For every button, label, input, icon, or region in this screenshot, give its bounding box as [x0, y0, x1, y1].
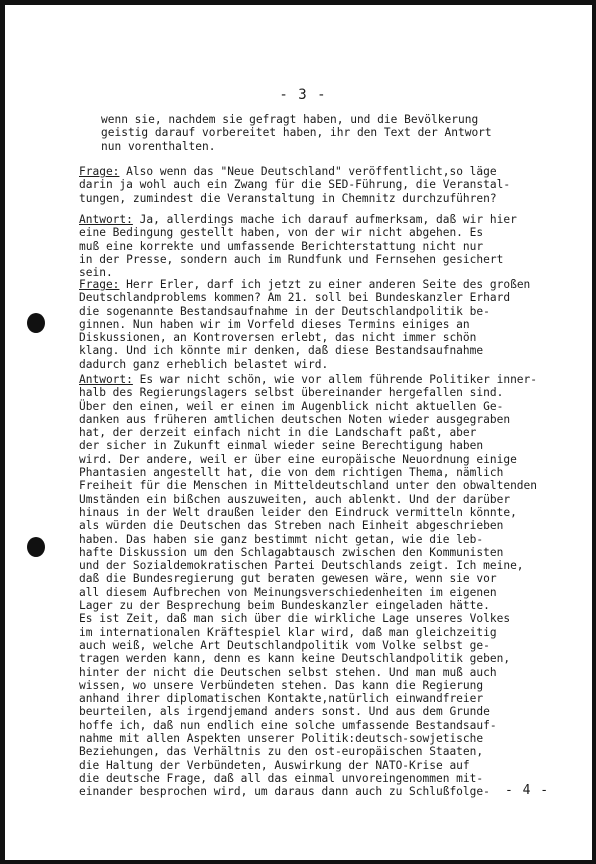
- text-line: im internationalen Kräftespiel klar wird, daß man gleichzeitig: [79, 625, 497, 639]
- text-line: Deutschlandproblems kommen? Am 21. soll bei Bundeskanzler Erhard: [79, 291, 511, 305]
- text-line: einander besprochen wird, um daraus dann auch zu Schlußfolge-: [79, 785, 490, 799]
- answer-1: [79, 213, 587, 279]
- text-line: sein.: [79, 266, 113, 280]
- text-line: Lager zu der Besprechung beim Bundeskanzler eingeladen hätte.: [79, 599, 490, 613]
- text-line: wird. Der andere, weil er über eine europäische Neuordnung einige: [79, 452, 517, 466]
- text-line: hinter der nicht die Deutschen selbst stehen. Und man muß auch: [79, 665, 497, 679]
- text-line: und der Sozialdemokratischen Partei Deutschlands zeigt. Ich meine,: [79, 559, 524, 573]
- text-line: Diskussionen, an Kontroversen erlebt, das nicht immer schön: [79, 331, 477, 345]
- text-line: anhand ihrer diplomatischen Kontakte,natürlich einwandfreier: [79, 692, 484, 706]
- text-line: Freiheit für die Menschen in Mitteldeutschland unter den obwaltenden: [79, 479, 538, 493]
- page-number: - 3 -: [279, 87, 327, 103]
- text-line: nahme mit allen Aspekten unserer Politik:deutsch-sowjetische: [79, 732, 484, 746]
- text-line: dadurch ganz erheblich belastet wird.: [79, 357, 329, 371]
- text-line: hoffe ich, daß nun endlich eine solche umfassende Bestandsauf-: [79, 718, 497, 732]
- text-line: die Haltung der Verbündeten, Auswirkung der NATO-Krise auf: [79, 758, 470, 772]
- text-line: klang. Und ich könnte mir denken, daß diese Bestandsaufnahme: [79, 344, 484, 358]
- text-line: halb des Regierungslagers selbst übereinander hergefallen sind.: [79, 386, 504, 400]
- text-line: danken aus früheren amtlichen deutschen Noten wieder ausgegraben: [79, 412, 511, 426]
- question-1: [79, 165, 587, 205]
- text-line: haben. Das haben sie ganz bestimmt nicht getan, wie die leb-: [79, 532, 484, 546]
- text-line: der sicher in Zukunft einmal wieder seine Berechtigung haben: [79, 439, 484, 453]
- text-line: muß eine korrekte und umfassende Berichterstattung nicht nur: [79, 239, 484, 253]
- intro-paragraph: [79, 113, 587, 153]
- text-line: die sogenannte Bestandsaufnahme in der Deutschlandpolitik be-: [79, 304, 490, 318]
- text-line: hinaus in der Welt draußen leider den Eindruck vermitteln könnte,: [79, 505, 517, 519]
- punch-hole-mark: [27, 313, 45, 333]
- text-line: Über den einen, weil er einen im Augenblick nicht aktuellen Ge-: [79, 399, 504, 413]
- text-line: wissen, wo unsere Verbündeten stehen. Das kann die Regierung: [79, 678, 484, 692]
- text-line: hat, der derzeit einfach nicht in die Landschaft paßt, aber: [79, 426, 477, 440]
- text-line: als würden die Deutschen das Streben nach Einheit abgeschrieben: [79, 519, 504, 533]
- text-line: tungen, zumindest die Veranstaltung in Chemnitz durchzuführen?: [79, 191, 497, 205]
- text-line: nun vorenthalten.: [101, 139, 216, 153]
- text-line: all diesem Aufbrechen von Meinungsverschiedenheiten im eigenen: [79, 585, 497, 599]
- text-line: darin ja wohl auch ein Zwang für die SED-Führung, die Veranstal-: [79, 178, 511, 192]
- text-line: Phantasien angestellt hat, die von dem richtigen Thema, nämlich: [79, 466, 504, 480]
- text-line: Antwort: Ja, allerdings mache ich darauf aufmerksam, daß wir hier: [79, 213, 517, 226]
- text-line: ginnen. Nun haben wir im Vorfeld dieses Termins einiges an: [79, 317, 470, 331]
- text-line: die deutsche Frage, daß all das einmal unvoreingenommen mit-: [79, 771, 484, 785]
- text-line: Frage: Also wenn das "Neue Deutschland" veröffentlicht,so läge: [79, 165, 497, 178]
- text-line: tragen werden kann, denn es kann keine Deutschlandpolitik geben,: [79, 652, 511, 666]
- text-line: Beziehungen, das Verhältnis zu den ost-europäischen Staaten,: [79, 745, 484, 759]
- continuation-page-number: - 4 -: [505, 783, 550, 798]
- answer-label: Antwort:: [79, 373, 133, 386]
- punch-hole-mark: [27, 537, 45, 557]
- text-line: Umständen ein bißchen auszuweiten, auch ablenkt. Und der darüber: [79, 492, 511, 506]
- question-label: Frage:: [79, 165, 120, 178]
- question-label: Frage:: [79, 278, 120, 291]
- text-line: Frage: Herr Erler, darf ich jetzt zu einer anderen Seite des großen: [79, 278, 531, 291]
- text-line: wenn sie, nachdem sie gefragt haben, und die Bevölkerung: [101, 113, 479, 126]
- question-2: [79, 278, 587, 371]
- text-line: geistig darauf vorbereitet haben, ihr den Text der Antwort: [101, 126, 492, 140]
- answer-2: [79, 373, 587, 799]
- answer-label: Antwort:: [79, 213, 133, 226]
- text-line: auch weiß, welche Art Deutschlandpolitik vom Volke selbst ge-: [79, 638, 490, 652]
- text-line: hafte Diskussion um den Schlagabtausch zwischen den Kommunisten: [79, 545, 504, 559]
- text-line: Es ist Zeit, daß man sich über die wirkliche Lage unseres Volkes: [79, 612, 511, 626]
- text-line: beurteilen, als irgendjemand anders sonst. Und aus dem Grunde: [79, 705, 490, 719]
- text-line: in der Presse, sondern auch im Rundfunk und Fernsehen gesichert: [79, 252, 504, 266]
- text-line: Antwort: Es war nicht schön, wie vor allem führende Politiker inner-: [79, 373, 538, 386]
- text-line: eine Bedingung gestellt haben, von der wir nicht abgehen. Es: [79, 226, 484, 240]
- text-line: daß die Bundesregierung gut beraten gewesen wäre, wenn sie vor: [79, 572, 497, 586]
